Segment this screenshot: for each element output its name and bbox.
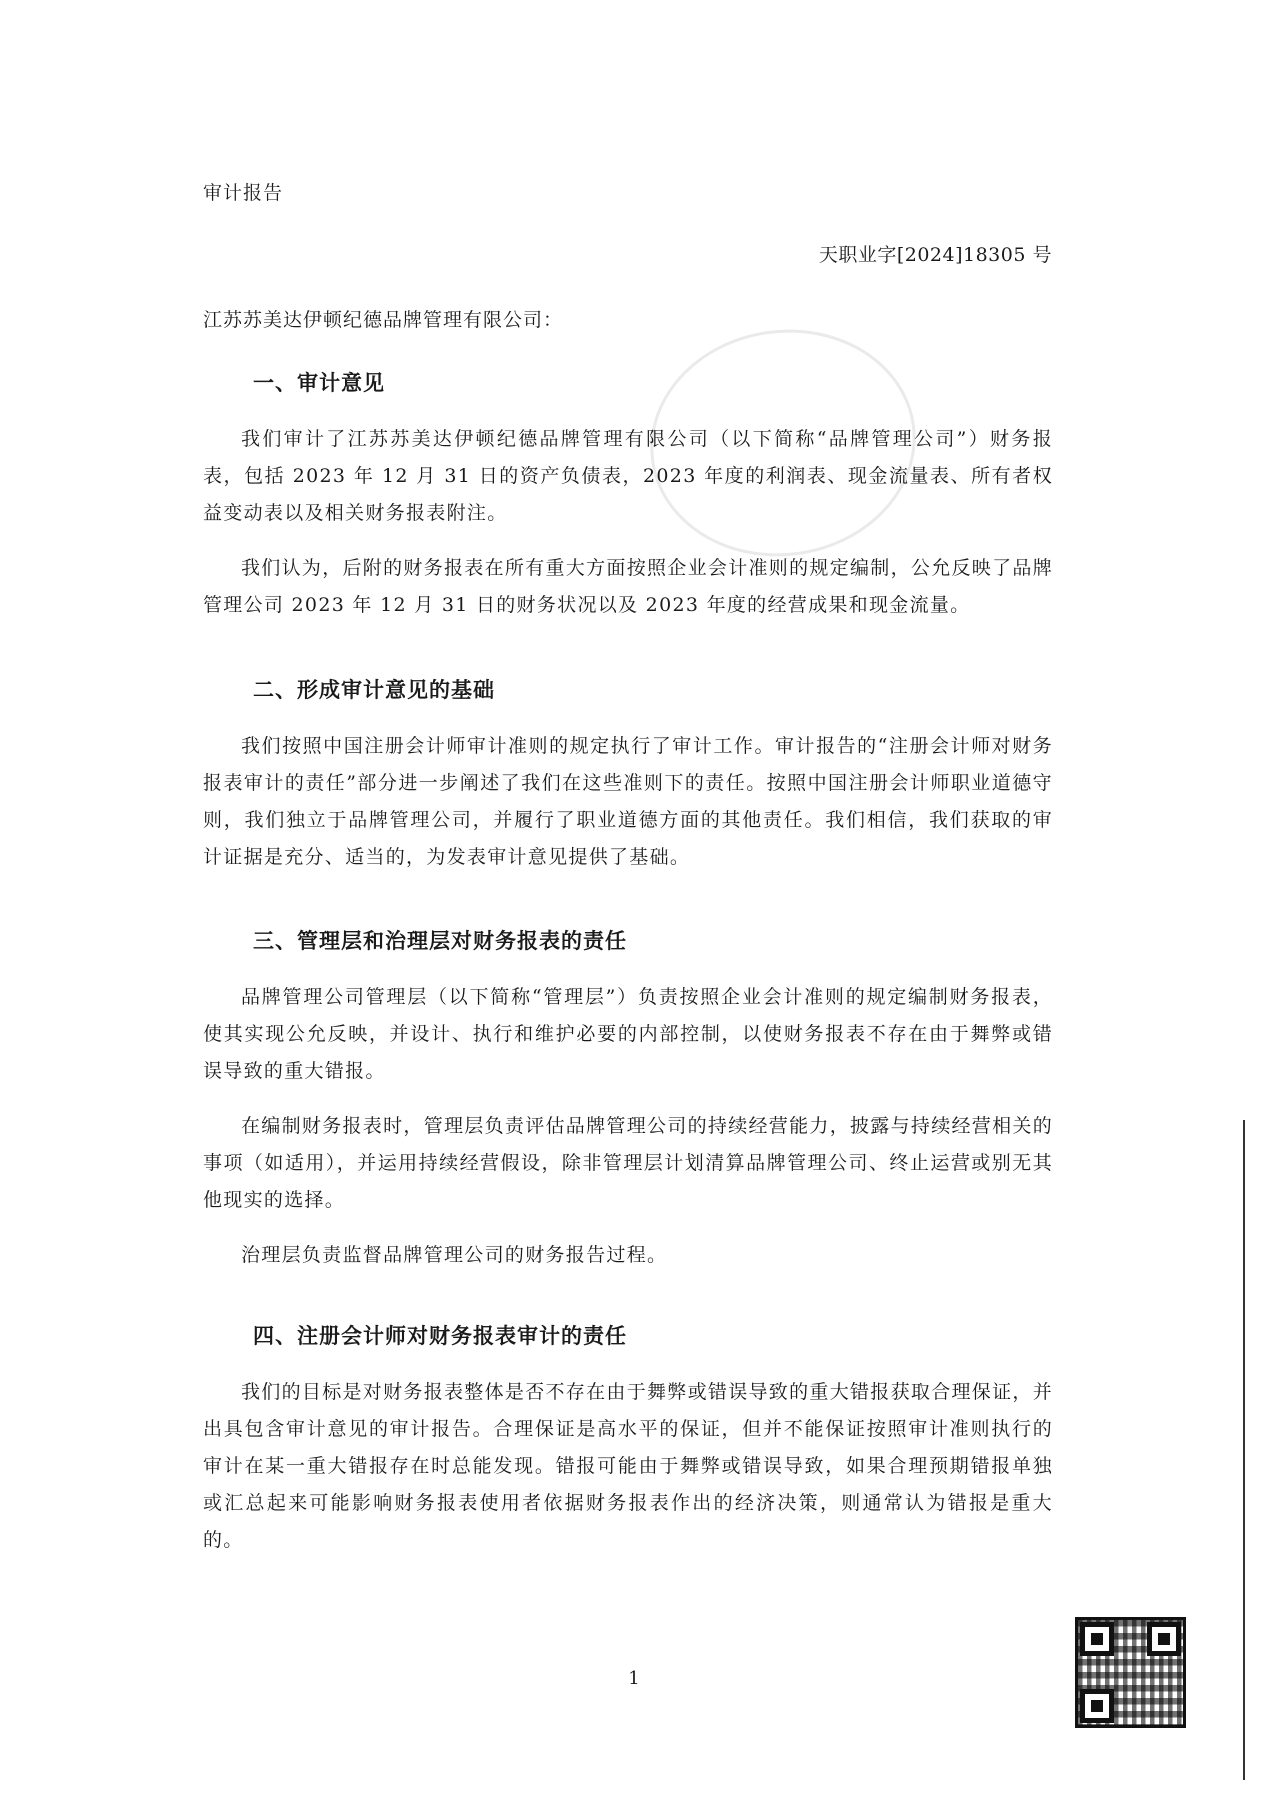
qr-finder [1080,1689,1114,1723]
section-heading: 二、形成审计意见的基础 [253,678,495,702]
paragraph: 品牌管理公司管理层（以下简称“管理层”）负责按照企业会计准则的规定编制财务报表，使其实现公允反映，并设计、执行和维护必要的内部控制，以使财务报表不存在由于舞弊或错误导致的重大错报。 [203,986,1053,1082]
qr-code-icon [1075,1617,1186,1728]
section-heading: 四、注册会计师对财务报表审计的责任 [253,1324,627,1348]
page-number: 1 [628,1668,640,1689]
paragraph: 我们认为，后附的财务报表在所有重大方面按照企业会计准则的规定编制，公允反映了品牌管理公司 2023 年 12 月 31 日的财务状况以及 2023 年度的经营成果和现金流量。 [203,557,1054,616]
document-number: 天职业字[2024]18305 号 [818,244,1052,266]
qr-finder [1080,1622,1114,1656]
paragraph: 在编制财务报表时，管理层负责评估品牌管理公司的持续经营能力，披露与持续经营相关的事项（如适用），并运用持续经营假设，除非管理层计划清算品牌管理公司、终止运营或别无其他现实的选择。 [203,1115,1054,1211]
section-heading: 一、审计意见 [253,371,385,395]
paragraph: 我们的目标是对财务报表整体是否不存在由于舞弊或错误导致的重大错报获取合理保证，并出具包含审计意见的审计报告。合理保证是高水平的保证，但并不能保证按照审计准则执行的审计在某一重大错报存在时总能发现。错报可能由于舞弊或错误导致，如果合理预期错报单独或汇总起来可能影响财务报表使用者依据财务报表作出的经济决策，则通常认为错报是重大的。 [203,1381,1054,1551]
section-basis-for-opinion [203,674,1053,894]
document-title: 审计报告 [203,182,284,204]
scan-edge-line [1243,1120,1245,1780]
addressee: 江苏苏美达伊顿纪德品牌管理有限公司： [203,309,564,331]
section-audit-opinion [203,367,1053,642]
paragraph: 治理层负责监督品牌管理公司的财务报告过程。 [241,1244,668,1266]
qr-finder [1147,1622,1181,1656]
paragraph: 我们按照中国注册会计师审计准则的规定执行了审计工作。审计报告的“注册会计师对财务报表审计的责任”部分进一步阐述了我们在这些准则下的责任。按照中国注册会计师职业道德守则，我们独立于品牌管理公司，并履行了职业道德方面的其他责任。我们相信，我们获取的审计证据是充分、适当的，为发表审计意见提供了基础。 [203,735,1053,868]
paragraph: 我们审计了江苏苏美达伊顿纪德品牌管理有限公司（以下简称“品牌管理公司”）财务报表，包括 2023 年 12 月 31 日的资产负债表，2023 年度的利润表、现金流量表、所有者权益变动表以及相关财务报表附注。 [203,428,1053,524]
section-heading: 三、管理层和治理层对财务报表的责任 [253,929,627,953]
section-management-responsibility [203,925,1053,1292]
section-auditor-responsibility [203,1320,1053,1577]
